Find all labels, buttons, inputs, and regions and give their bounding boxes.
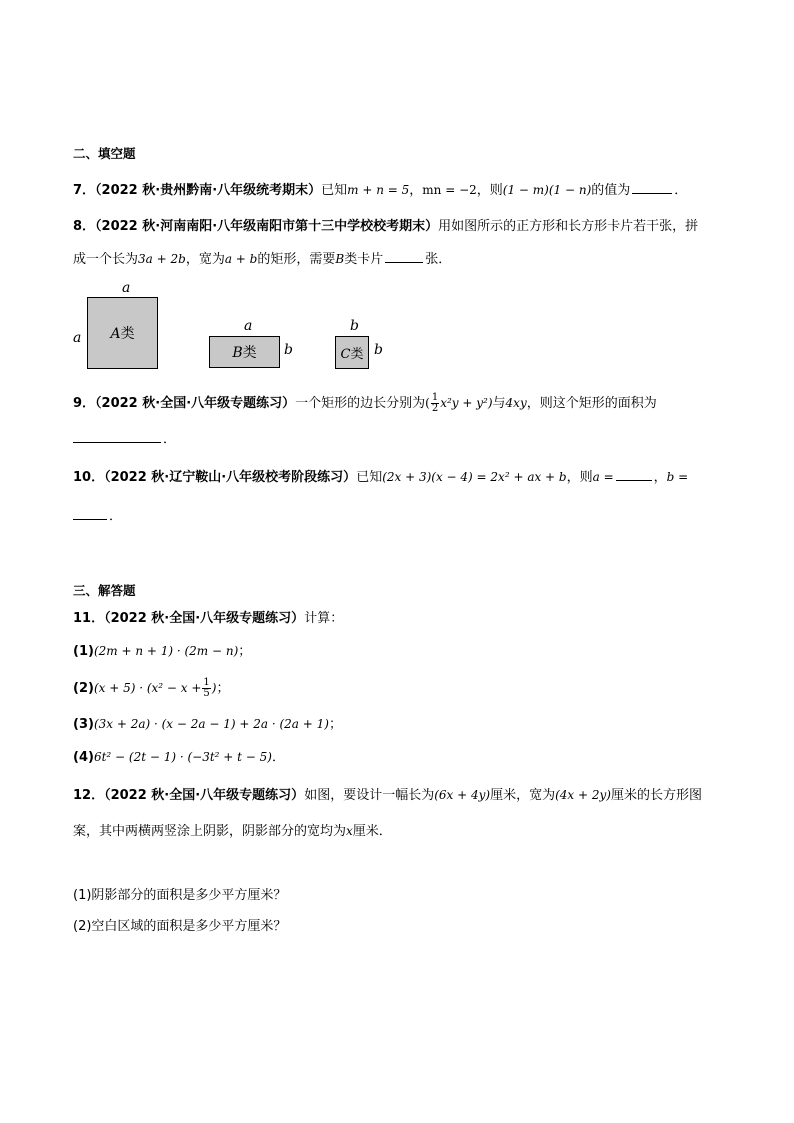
card-c-suffix: 类 bbox=[350, 347, 364, 362]
card-b-label bbox=[232, 342, 256, 362]
card-a-var: A bbox=[110, 326, 121, 342]
question-source: （2022 秋·全国·八年级专题练习） bbox=[104, 788, 305, 803]
question-text: 的值为 bbox=[591, 183, 631, 198]
question-12 bbox=[73, 786, 702, 805]
math-expression: x bbox=[346, 824, 353, 838]
question-text: ． bbox=[674, 183, 688, 198]
card-a bbox=[87, 297, 158, 369]
section-title-fill-blank: 二、填空题 bbox=[73, 146, 136, 161]
question-text: ． bbox=[271, 750, 285, 765]
question-11 bbox=[73, 610, 343, 628]
math-expression: 4xy bbox=[505, 396, 527, 410]
question-text: 张． bbox=[425, 252, 452, 267]
question-9-continued bbox=[73, 430, 176, 449]
question-12-sub-2: (2)空白区域的面积是多少平方厘米？ bbox=[73, 919, 287, 934]
part-label: (1) bbox=[73, 644, 94, 659]
math-expression: a + b bbox=[224, 252, 258, 266]
fraction-denominator: 5 bbox=[203, 688, 210, 699]
question-text: ， bbox=[653, 470, 667, 485]
answer-blank[interactable] bbox=[632, 181, 672, 194]
question-text: ，宽为 bbox=[185, 252, 225, 267]
question-11-part-4 bbox=[73, 748, 285, 767]
math-expression: b = bbox=[666, 470, 689, 484]
question-text: 用如图所示的正方形和长方形卡片若干张，拼 bbox=[438, 219, 699, 234]
question-text: ，则这个矩形的面积为 bbox=[526, 396, 657, 411]
question-source: （2022 秋·全国·八年级专题练习） bbox=[104, 611, 305, 626]
math-expression: x²y + y²) bbox=[440, 396, 493, 410]
math-expression: (6x + 4y) bbox=[434, 788, 491, 802]
part-label: (3) bbox=[73, 717, 94, 732]
card-c-side-label: b bbox=[374, 342, 383, 358]
answer-blank-b[interactable] bbox=[73, 507, 107, 520]
card-b-suffix: 类 bbox=[242, 345, 257, 361]
card-c bbox=[335, 336, 369, 369]
question-text: ， bbox=[409, 183, 423, 198]
question-number: 10． bbox=[73, 470, 105, 485]
question-text: ． bbox=[163, 432, 177, 447]
math-expression: ) bbox=[211, 681, 217, 695]
card-b-var: B bbox=[232, 345, 243, 361]
question-text: ． bbox=[109, 509, 123, 524]
fraction-one-fifth bbox=[202, 678, 210, 699]
fraction-numerator: 1 bbox=[431, 392, 439, 403]
math-expression: (1 − m)(1 − n) bbox=[502, 183, 592, 197]
math-expression: (4x + 2y) bbox=[555, 788, 611, 802]
card-b-top-label: a bbox=[244, 318, 253, 334]
question-9 bbox=[73, 392, 657, 415]
question-8-continued bbox=[73, 250, 451, 269]
part-label: (2) bbox=[73, 681, 94, 696]
math-expression: (2m + n + 1) · (2m − n) bbox=[93, 644, 239, 658]
question-text: 的矩形，需要 bbox=[257, 252, 336, 267]
math-expression: (3x + 2a) · (x − 2a − 1) + 2a · (2a + 1) bbox=[93, 717, 329, 731]
card-a-side-label: a bbox=[73, 330, 82, 346]
question-text: 计算： bbox=[304, 611, 344, 626]
card-a-label bbox=[110, 323, 134, 343]
card-b bbox=[209, 336, 280, 368]
question-7 bbox=[73, 181, 687, 200]
question-text: ； bbox=[216, 681, 230, 696]
question-text: 如图，要设计一幅长为 bbox=[304, 788, 435, 803]
question-text: 案，其中两横两竖涂上阴影，阴影部分的宽均为 bbox=[73, 824, 347, 839]
question-text: 已知 bbox=[321, 183, 348, 198]
question-text: 厘米的长方形图 bbox=[610, 788, 702, 803]
answer-blank[interactable] bbox=[73, 430, 161, 443]
question-text: ； bbox=[238, 644, 252, 659]
math-expression: 6t² − (2t − 1) · (−3t² + t − 5) bbox=[93, 750, 272, 764]
question-number: 9． bbox=[73, 396, 96, 411]
question-source: （2022 秋·辽宁鞍山·八年级校考阶段练习） bbox=[104, 470, 357, 485]
card-a-top-label: a bbox=[122, 280, 131, 296]
answer-blank[interactable] bbox=[385, 250, 423, 263]
question-text: 厘米，宽为 bbox=[490, 788, 556, 803]
question-text: 类卡片 bbox=[344, 252, 384, 267]
question-source: （2022 秋·全国·八年级专题练习） bbox=[95, 396, 296, 411]
question-text: ； bbox=[328, 717, 342, 732]
question-10-continued bbox=[73, 507, 122, 526]
math-expression: 3a + 2b bbox=[138, 252, 186, 266]
math-expression: m + n = 5 bbox=[347, 183, 410, 197]
math-expression: B bbox=[335, 252, 345, 266]
fraction-one-half bbox=[431, 393, 439, 414]
question-text: 已知 bbox=[356, 470, 383, 485]
math-expression: ( bbox=[425, 396, 430, 410]
fraction-denominator: 2 bbox=[431, 403, 439, 414]
question-10 bbox=[73, 468, 688, 487]
question-source: （2022 秋·河南南阳·八年级南阳市第十三中学校校考期末） bbox=[95, 219, 439, 234]
section-title-answer: 三、解答题 bbox=[73, 583, 136, 598]
question-12-continued bbox=[73, 822, 392, 841]
fraction-numerator: 1 bbox=[203, 677, 210, 688]
card-c-top-label: b bbox=[350, 318, 359, 334]
question-11-part-2 bbox=[73, 677, 230, 700]
question-8 bbox=[73, 218, 698, 236]
card-a-suffix: 类 bbox=[120, 326, 135, 342]
math-expression: mn = −2 bbox=[422, 183, 477, 197]
question-text: 与 bbox=[492, 396, 506, 411]
question-text: 一个矩形的边长分别为 bbox=[295, 396, 426, 411]
question-text: 成一个长为 bbox=[73, 252, 139, 267]
question-11-part-3 bbox=[73, 715, 342, 734]
question-text: ，则 bbox=[476, 183, 503, 198]
question-12-sub-1: (1)阴影部分的面积是多少平方厘米？ bbox=[73, 888, 287, 903]
question-source: （2022 秋·贵州黔南·八年级统考期末） bbox=[95, 183, 322, 198]
card-c-label bbox=[341, 343, 364, 362]
question-number: 8． bbox=[73, 219, 96, 234]
answer-blank-a[interactable] bbox=[616, 468, 652, 481]
math-expression: (2x + 3)(x − 4) = 2x² + ax + b bbox=[382, 470, 567, 484]
card-c-var: C bbox=[340, 347, 351, 362]
math-expression: (x + 5) · (x² − x + bbox=[93, 681, 202, 695]
question-number: 11． bbox=[73, 611, 105, 626]
question-11-part-1 bbox=[73, 642, 251, 661]
question-number: 7． bbox=[73, 183, 96, 198]
part-label: (4) bbox=[73, 750, 94, 765]
question-text: 厘米． bbox=[352, 824, 392, 839]
question-number: 12． bbox=[73, 788, 105, 803]
question-text: ，则 bbox=[566, 470, 593, 485]
card-b-side-label: b bbox=[284, 342, 293, 358]
math-expression: a = bbox=[592, 470, 614, 484]
